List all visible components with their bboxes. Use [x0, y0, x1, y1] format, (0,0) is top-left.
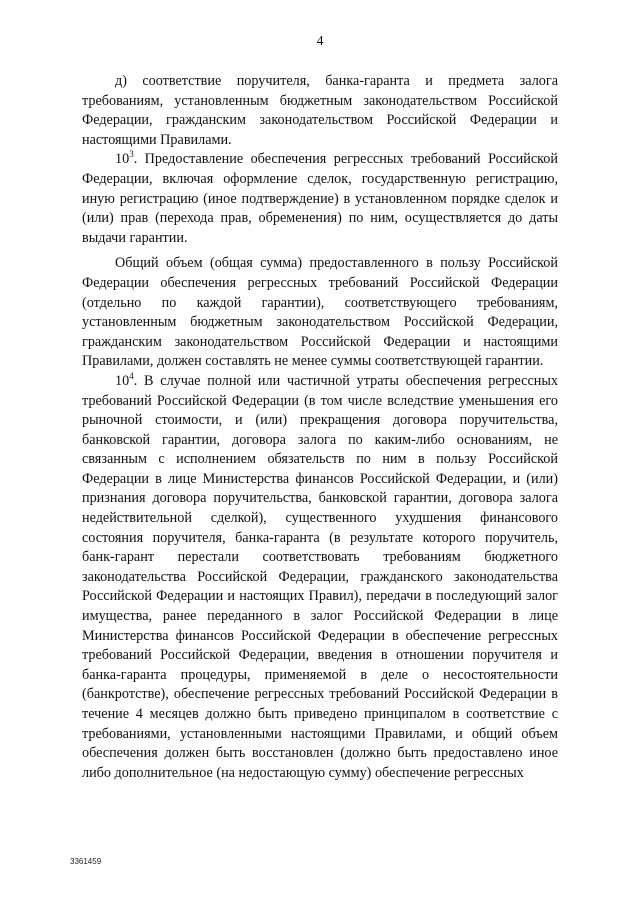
clause-text: . В случае полной или частичной утраты обеспечения регрессных требований Российской Федерации (в том числе вследствие уменьшения его рыночной стоимости, и (или) прекращения договора поручительства, банковской гарантии, договора залога по каким-либо основаниям, не связанным с исполнением обязательств по ним в пользу Российской Федерации в лице Министерства финансов Российской Федерации, и (или) признания договора поручительства, банковской гарантии, договора залога недействительной сделкой), существенного ухудшения финансового состояния поручителя, банка-гаранта (в результате которого поручитель, банк-гарант перестали соответствовать требованиям бюджетного законодательства Российской Федерации, гражданского законодательства Российской Федерации и настоящих Правил), передачи в последующий залог имущества, ранее переданного в залог Российской Федерации в лице Министерства финансов Российской Федерации в обеспечение регрессных требований Российской Федерации, введения в отношении поручителя и банка-гаранта процедуры, применяемой в деле о несостоятельности (банкротстве), обеспечение регрессных требований Российской Федерации в течение 4 месяцев должно быть приведено принципалом в соответствие с требованиями, установленными настоящими Правилами, и общий объем обеспечения должен быть восстановлен (должно быть предоставлено иное либо дополнительное (на недостающую сумму) обеспечение регрессных [82, 372, 558, 781]
document-body [82, 72, 558, 783]
clause-number: 10 [115, 372, 130, 389]
document-code: 3361459 [70, 857, 102, 866]
clause-text: . Предоставление обеспечения регрессных требований Российской Федерации, включая оформление сделок, государственную регистрацию, иную регистрацию (иное подтверждение) в установленном порядке сделок и (или) прав (перехода прав, обременения) по ним, осуществляется до даты выдачи гарантии. [82, 151, 558, 246]
clause-number: 10 [115, 151, 130, 168]
paragraph-total-volume: Общий объем (общая сумма) предоставленного в пользу Российской Федерации обеспечения регрессных требований Российской Федерации (отдельно по каждой гарантии), соответствующего требованиям, установленным бюджетным законодательством Российской Федерации, гражданским законодательством Российской Федерации и настоящими Правилами, должен составлять не менее суммы соответствующей гарантии. [82, 255, 558, 370]
clause-superscript: 3 [129, 149, 134, 160]
page-number: 4 [316, 34, 324, 49]
paragraph-10-3 [82, 150, 558, 248]
clause-superscript: 4 [129, 370, 134, 381]
paragraph-item-d: д) соответствие поручителя, банка-гаранта и предмета залога требованиям, установленным бюджетным законодательством Российской Федерации, гражданским законодательством Российской Федерации и настоящими Правилами. [82, 73, 558, 148]
paragraph-10-4 [82, 372, 558, 783]
